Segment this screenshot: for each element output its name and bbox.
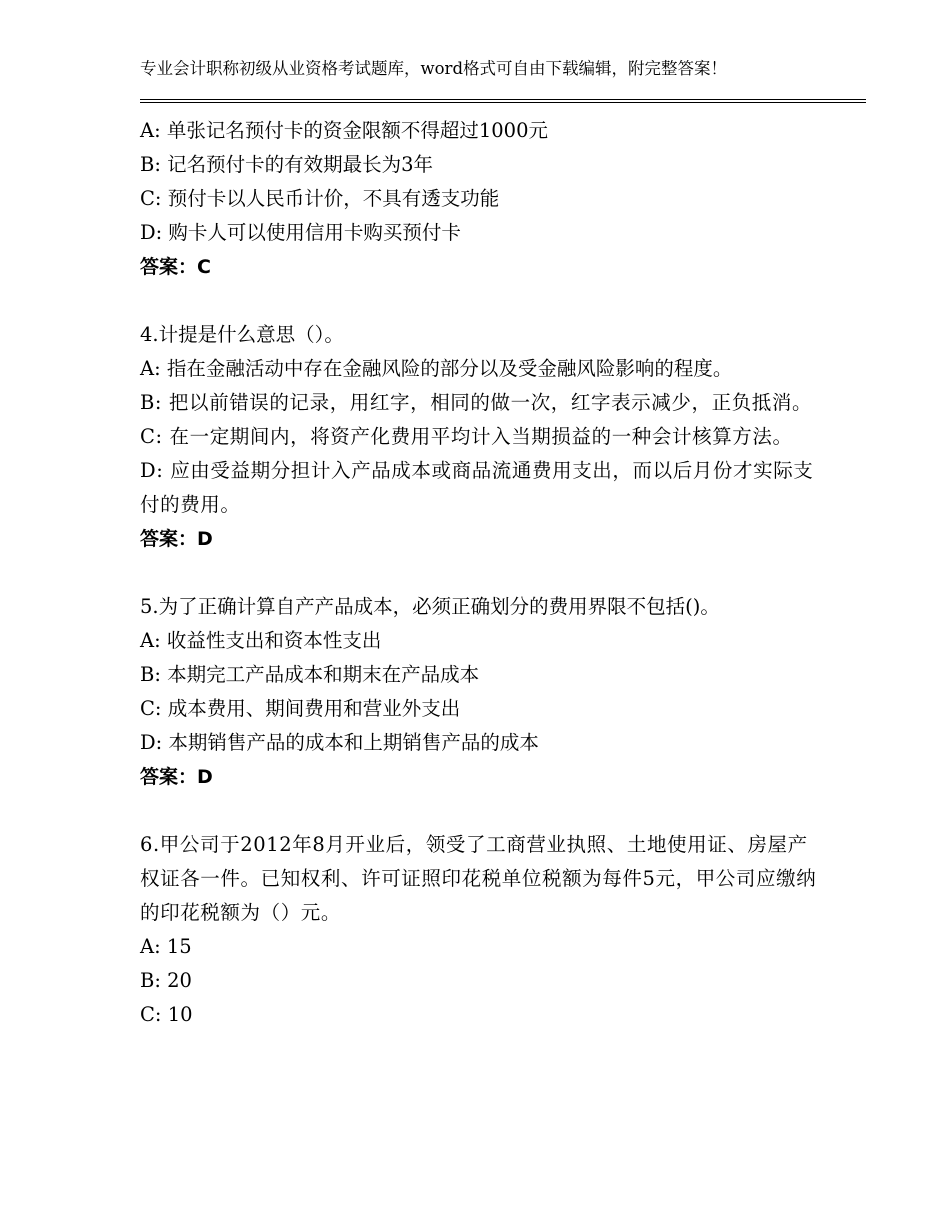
q4-option-d: D: 应由受益期分担计入产品成本或商品流通费用支出，而以后月份才实际支付的费用。	[140, 459, 814, 516]
q5-option-a: A: 收益性支出和资本性支出	[140, 629, 382, 652]
q5-answer: 答案：D	[140, 766, 213, 788]
q3-option-b: B: 记名预付卡的有效期最长为3年	[140, 153, 434, 176]
q5-option-c: C: 成本费用、期间费用和营业外支出	[140, 697, 461, 720]
q4-option-b: B: 把以前错误的记录，用红字，相同的做一次，红字表示减少，正负抵消。	[140, 391, 813, 414]
spacer	[140, 284, 820, 318]
q4-answer: 答案：D	[140, 528, 213, 550]
question-content	[140, 114, 820, 1032]
q4-question: 4.计提是什么意思（）。	[140, 323, 344, 346]
spacer	[140, 556, 820, 590]
q5-option-b: B: 本期完工产品成本和期末在产品成本	[140, 663, 480, 686]
page-header: 专业会计职称初级从业资格考试题库，word格式可自由下载编辑，附完整答案！	[140, 59, 728, 78]
q4-option-c: C: 在一定期间内，将资产化费用平均计入当期损益的一种会计核算方法。	[140, 425, 793, 448]
q5-question: 5.为了正确计算自产产品成本，必须正确划分的费用界限不包括()。	[140, 595, 720, 618]
q5-option-d: D: 本期销售产品的成本和上期销售产品的成本	[140, 731, 539, 754]
spacer	[140, 794, 820, 828]
q3-option-c: C: 预付卡以人民币计价，不具有透支功能	[140, 187, 500, 210]
header-rule-bottom	[140, 102, 866, 103]
q6-option-c: C: 10	[140, 1003, 193, 1026]
q3-option-a: A: 单张记名预付卡的资金限额不得超过1000元	[140, 119, 548, 142]
q3-answer: 答案：C	[140, 256, 211, 278]
q3-option-d: D: 购卡人可以使用信用卡购买预付卡	[140, 221, 461, 244]
q6-question: 6.甲公司于2012年8月开业后，领受了工商营业执照、土地使用证、房屋产权证各一件。已知权利、许可证照印花税单位税额为每件5元，甲公司应缴纳的印花税额为（）元。	[140, 833, 817, 924]
q6-option-b: B: 20	[140, 969, 192, 992]
q4-option-a: A: 指在金融活动中存在金融风险的部分以及受金融风险影响的程度。	[140, 357, 733, 380]
header-rule-top	[140, 99, 866, 100]
q6-option-a: A: 15	[140, 935, 192, 958]
